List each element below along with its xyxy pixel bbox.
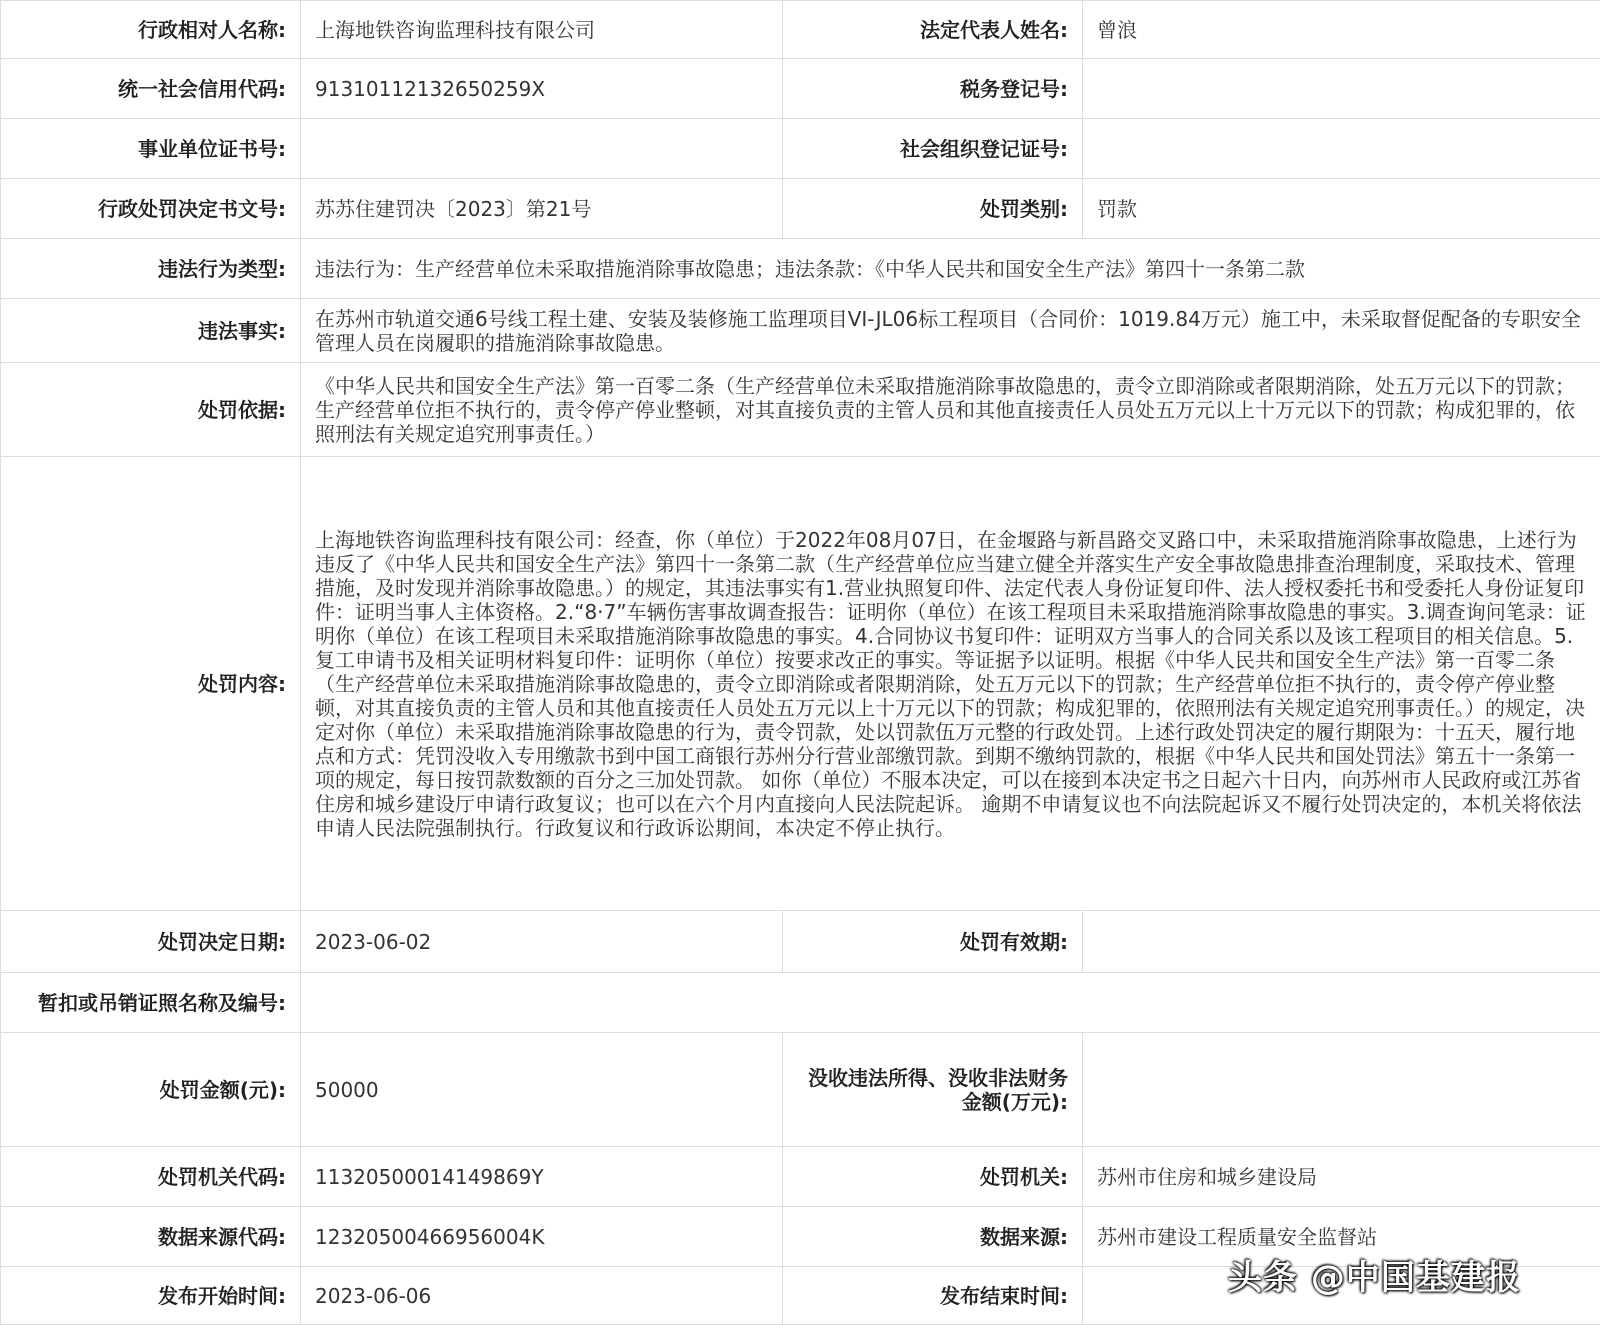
- license-revoked-label: 暂扣或吊销证照名称及编号:: [1, 973, 301, 1033]
- source-value: 苏州市建设工程质量安全监督站: [1083, 1207, 1600, 1267]
- table-row: [1, 973, 1600, 1033]
- party-name-label: 行政相对人名称:: [1, 1, 301, 59]
- violation-type-value: 违法行为：生产经营单位未采取措施消除事故隐患；违法条款：《中华人民共和国安全生产法》第四十一条第二款: [301, 239, 1600, 299]
- penalty-basis-label: 处罚依据:: [1, 363, 301, 457]
- table-row: [1, 119, 1600, 179]
- legal-rep-label: 法定代表人姓名:: [783, 1, 1083, 59]
- source-watermark: 头条 @中国基建报: [1228, 1258, 1521, 1298]
- table-row: [1, 299, 1600, 363]
- institution-cert-value: [301, 119, 783, 179]
- social-org-reg-label: 社会组织登记证号:: [783, 119, 1083, 179]
- decision-doc-no-label: 行政处罚决定书文号:: [1, 179, 301, 239]
- validity-value: [1083, 911, 1600, 973]
- social-org-reg-value: [1083, 119, 1600, 179]
- authority-code-label: 处罚机关代码:: [1, 1147, 301, 1207]
- fine-amount-value: 50000: [301, 1033, 783, 1147]
- table-row: [1, 239, 1600, 299]
- decision-date-label: 处罚决定日期:: [1, 911, 301, 973]
- table-row: [1, 1147, 1600, 1207]
- violation-facts-value: 在苏州市轨道交通6号线工程土建、安装及装修施工监理项目VI-JL06标工程项目（合同价：1019.84万元）施工中，未采取督促配备的专职安全管理人员在岗履职的措施消除事故隐患。: [301, 299, 1600, 363]
- source-code-value: 12320500466956004K: [301, 1207, 783, 1267]
- publish-start-label: 发布开始时间:: [1, 1267, 301, 1325]
- authority-value: 苏州市住房和城乡建设局: [1083, 1147, 1600, 1207]
- publish-start-value: 2023-06-06: [301, 1267, 783, 1325]
- authority-code-value: 11320500014149869Y: [301, 1147, 783, 1207]
- table-row: [1, 911, 1600, 973]
- legal-rep-value: 曾浪: [1083, 1, 1600, 59]
- confiscation-label-line1: 没收违法所得、没收非法财务: [808, 1065, 1068, 1090]
- penalty-type-label: 处罚类别:: [783, 179, 1083, 239]
- table-row: [1, 179, 1600, 239]
- decision-date-value: 2023-06-02: [301, 911, 783, 973]
- table-row: [1, 457, 1600, 911]
- source-label: 数据来源:: [783, 1207, 1083, 1267]
- penalty-basis-value: 《中华人民共和国安全生产法》第一百零二条（生产经营单位未采取措施消除事故隐患的，责令立即消除或者限期消除，处五万元以下的罚款；生产经营单位拒不执行的，责令停产停业整顿，对其直接负责的主管人员和其他直接责任人员处五万元以上十万元以下的罚款；构成犯罪的，依照刑法有关规定追究刑事责任。）: [301, 363, 1600, 457]
- table-row: [1, 1033, 1600, 1147]
- tax-reg-label: 税务登记号:: [783, 59, 1083, 119]
- violation-facts-label: 违法事实:: [1, 299, 301, 363]
- confiscation-label-line2: 金额(万元):: [961, 1089, 1068, 1114]
- table-row: [1, 59, 1600, 119]
- penalty-content-value: 上海地铁咨询监理科技有限公司：经查，你（单位）于2022年08月07日，在金堰路与新昌路交叉路口中，未采取措施消除事故隐患，上述行为违反了《中华人民共和国安全生产法》第四十一条第二款（生产经营单位应当建立健全并落实生产安全事故隐患排查治理制度，采取技术、管理措施，及时发现并消除事故隐患。）的规定，其违法事实有1.营业执照复印件、法定代表人身份证复印件、法人授权委托书和受委托人身份证复印件：证明当事人主体资格。2.“8·7”车辆伤害事故调查报告：证明你（单位）在该工程项目未采取措施消除事故隐患的事实。3.调查询问笔录：证明你（单位）在该工程项目未采取措施消除事故隐患的事实。4.合同协议书复印件：证明双方当事人的合同关系以及该工程项目的相关信息。5.复工申请书及相关证明材料复印件：证明你（单位）按要求改正的事实。等证据予以证明。根据《中华人民共和国安全生产法》第一百零二条（生产经营单位未采取措施消除事故隐患的，责令立即消除或者限期消除，处五万元以下的罚款；生产经营单位拒不执行的，责令停产停业整顿，对其直接负责的主管人员和其他直接责任人员处五万元以上十万元以下的罚款；构成犯罪的，依照刑法有关规定追究刑事责任。）的规定，决定对你（单位）未采取措施消除事故隐患的行为，责令罚款，处以罚款伍万元整的行政处罚。上述行政处罚决定的履行期限为：十五天，履行地点和方式：凭罚没收入专用缴款书到中国工商银行苏州分行营业部缴罚款。到期不缴纳罚款的，根据《中华人民共和国处罚法》第五十一条第一项的规定，每日按罚款数额的百分之三加处罚款。 如你（单位）不服本决定，可以在接到本决定书之日起六十日内，向苏州市人民政府或江苏省住房和城乡建设厅申请行政复议；也可以在六个月内直接向人民法院起诉。 逾期不申请复议也不向法院起诉又不履行处罚决定的，本机关将依法申请人民法院强制执行。行政复议和行政诉讼期间，本决定不停止执行。: [301, 457, 1600, 911]
- authority-label: 处罚机关:: [783, 1147, 1083, 1207]
- license-revoked-value: [301, 973, 1600, 1033]
- table-row: [1, 363, 1600, 457]
- penalty-content-label: 处罚内容:: [1, 457, 301, 911]
- confiscation-value: [1083, 1033, 1600, 1147]
- table-row: [1, 1, 1600, 59]
- fine-amount-label: 处罚金额(元):: [1, 1033, 301, 1147]
- institution-cert-label: 事业单位证书号:: [1, 119, 301, 179]
- source-code-label: 数据来源代码:: [1, 1207, 301, 1267]
- violation-type-label: 违法行为类型:: [1, 239, 301, 299]
- party-name-value: 上海地铁咨询监理科技有限公司: [301, 1, 783, 59]
- confiscation-label: [783, 1033, 1083, 1147]
- credit-code-label: 统一社会信用代码:: [1, 59, 301, 119]
- penalty-type-value: 罚款: [1083, 179, 1600, 239]
- validity-label: 处罚有效期:: [783, 911, 1083, 973]
- decision-doc-no-value: 苏苏住建罚决〔2023〕第21号: [301, 179, 783, 239]
- publish-end-label: 发布结束时间:: [783, 1267, 1083, 1325]
- credit-code-value: 9131011213265025​9X: [301, 59, 783, 119]
- tax-reg-value: [1083, 59, 1600, 119]
